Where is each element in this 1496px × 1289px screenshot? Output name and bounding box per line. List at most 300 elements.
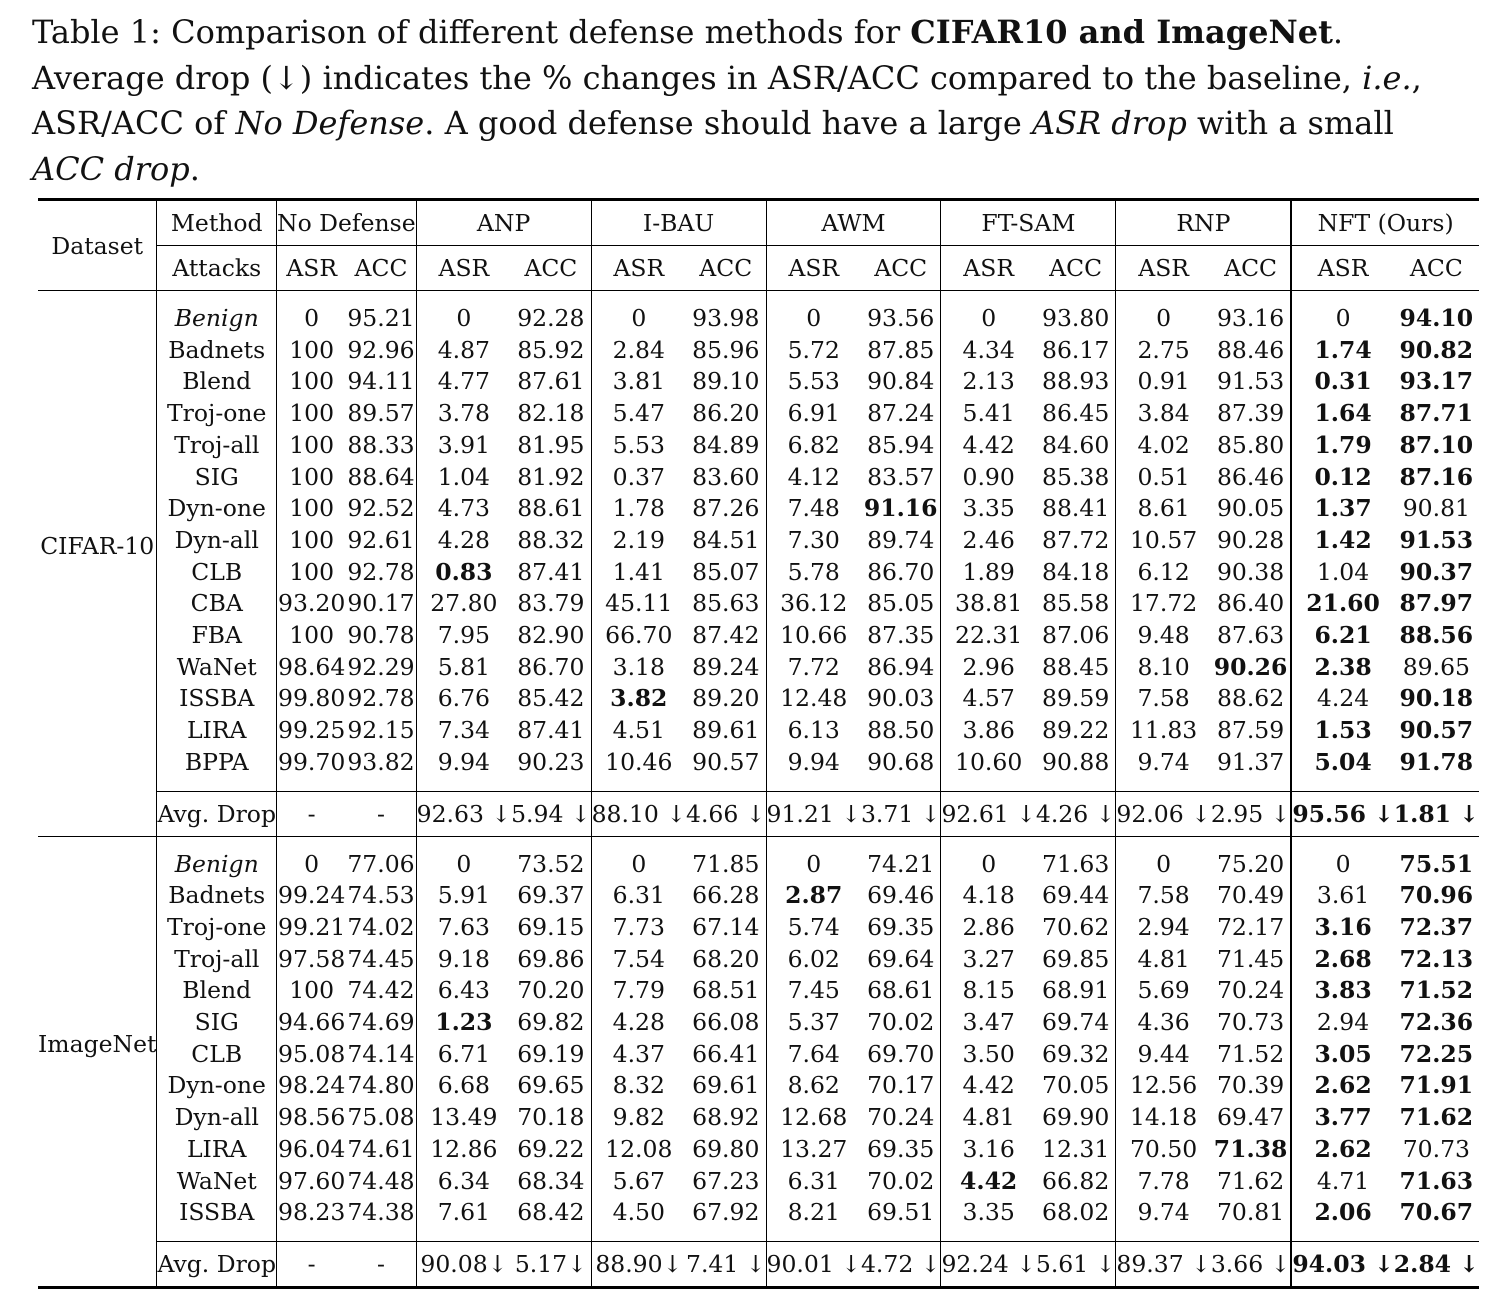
attack-name: Dyn-one <box>157 1070 277 1102</box>
value-cell: 88.61 <box>517 494 585 523</box>
value-cell: 3.86 <box>941 715 1036 747</box>
value-cell: 14.18 <box>1116 1102 1211 1134</box>
spacer <box>1394 291 1479 304</box>
value-cell: 0.51 <box>1116 462 1211 494</box>
value-cell: 72.25 <box>1399 1039 1474 1068</box>
spacer <box>346 291 416 304</box>
value-cell: 94.10 <box>1399 304 1474 332</box>
spacer <box>686 1229 766 1242</box>
value-cell: 3.35 <box>941 493 1036 525</box>
caption-bold: CIFAR10 and ImageNet <box>910 13 1333 51</box>
value-cell: 87.85 <box>867 335 935 364</box>
value-cell: 3.84 <box>1116 398 1211 430</box>
attack-name: Troj-one <box>157 912 277 944</box>
value-cell: 89.61 <box>692 716 760 745</box>
value-cell: 70.20 <box>517 976 585 1005</box>
spacer <box>1291 779 1393 792</box>
attack-name: Dyn-all <box>157 1102 277 1134</box>
avg-value: 5.61 ↓ <box>1036 1241 1116 1287</box>
spacer <box>1036 1229 1116 1242</box>
value-cell: 1.79 <box>1291 430 1393 462</box>
caption-accdrop: ACC drop <box>32 149 190 188</box>
value-cell: 88.50 <box>867 716 935 745</box>
value-cell: 7.48 <box>766 493 861 525</box>
value-cell: 71.52 <box>1216 1039 1285 1068</box>
value-cell: 4.37 <box>591 1039 686 1071</box>
value-cell: 1.41 <box>591 557 686 589</box>
avg-value: 89.37 ↓ <box>1116 1241 1211 1287</box>
value-cell: 74.61 <box>347 1134 415 1163</box>
spacer <box>157 291 277 304</box>
value-cell: 70.50 <box>1116 1134 1211 1166</box>
dataset-name: ImageNet <box>38 1030 157 1059</box>
spacer <box>861 1229 941 1242</box>
value-cell: 2.46 <box>941 525 1036 557</box>
value-cell: 88.41 <box>1042 494 1110 523</box>
value-cell: 88.64 <box>347 462 415 491</box>
table-row <box>38 557 1479 589</box>
value-cell: 72.17 <box>1216 912 1285 941</box>
value-cell: 87.10 <box>1399 430 1474 459</box>
value-cell: 6.13 <box>766 715 861 747</box>
value-cell: 72.36 <box>1399 1008 1474 1037</box>
value-cell: 90.81 <box>1402 494 1470 523</box>
value-cell: 70.62 <box>1042 912 1110 941</box>
caption-label: Table 1: <box>32 13 161 51</box>
value-cell: 5.78 <box>766 557 861 589</box>
value-cell: 87.41 <box>517 716 585 745</box>
value-cell: 98.56 <box>277 1102 347 1134</box>
value-cell: 93.82 <box>347 747 415 776</box>
value-cell: 38.81 <box>941 588 1036 620</box>
value-cell: 12.31 <box>1042 1134 1110 1163</box>
spacer <box>1036 779 1116 792</box>
attack-name: LIRA <box>157 715 277 747</box>
value-cell: 3.50 <box>941 1039 1036 1071</box>
spacer <box>277 836 347 849</box>
value-cell: 69.35 <box>867 912 935 941</box>
avg-value: 3.66 ↓ <box>1211 1241 1292 1287</box>
value-cell: 70.24 <box>867 1103 935 1132</box>
value-cell: 9.48 <box>1116 620 1211 652</box>
spacer <box>277 291 347 304</box>
header-acc: ACC <box>699 254 753 282</box>
value-cell: 69.70 <box>867 1039 935 1068</box>
value-cell: 70.02 <box>867 1008 935 1037</box>
attack-name: Blend <box>157 366 277 398</box>
value-cell: 99.25 <box>277 715 347 747</box>
value-cell: 2.86 <box>941 912 1036 944</box>
header-method-name: ANP <box>416 200 591 246</box>
value-cell: 4.28 <box>416 525 511 557</box>
value-cell: 3.78 <box>416 398 511 430</box>
attack-name: WaNet <box>157 652 277 684</box>
spacer <box>511 836 591 849</box>
avg-value: 95.56 ↓ <box>1291 791 1393 836</box>
comparison-table <box>38 198 1479 1289</box>
value-cell: 0.90 <box>941 462 1036 494</box>
value-cell: 5.72 <box>766 335 861 367</box>
value-cell: 0 <box>1116 303 1211 335</box>
value-cell: 8.32 <box>591 1070 686 1102</box>
value-cell: 3.18 <box>591 652 686 684</box>
value-cell: 93.17 <box>1399 367 1474 396</box>
value-cell: 4.02 <box>1116 430 1211 462</box>
value-cell: 3.05 <box>1291 1039 1393 1071</box>
value-cell: 91.53 <box>1216 367 1285 396</box>
value-cell: 6.91 <box>766 398 861 430</box>
value-cell: 69.61 <box>692 1071 760 1100</box>
table-row <box>38 975 1479 1007</box>
value-cell: 8.21 <box>766 1197 861 1229</box>
value-cell: 4.42 <box>941 1070 1036 1102</box>
avg-value: 92.61 ↓ <box>941 791 1036 836</box>
header-method-name: RNP <box>1116 200 1291 246</box>
avg-value: 3.71 ↓ <box>861 791 941 836</box>
value-cell: 5.81 <box>416 652 511 684</box>
value-cell: 87.42 <box>692 621 760 650</box>
spacer <box>861 291 941 304</box>
value-cell: 94.11 <box>347 367 415 396</box>
value-cell: 70.39 <box>1216 1071 1285 1100</box>
value-cell: 89.59 <box>1042 684 1110 713</box>
value-cell: 12.68 <box>766 1102 861 1134</box>
value-cell: 1.78 <box>591 493 686 525</box>
value-cell: 100 <box>277 975 347 1007</box>
value-cell: 88.62 <box>1216 684 1285 713</box>
caption-text: . Average drop (↓) indicates the % changes in ASR/ACC compared to the baseline, <box>32 13 1352 97</box>
value-cell: 96.04 <box>277 1134 347 1166</box>
value-cell: 100 <box>277 557 347 589</box>
value-cell: 7.54 <box>591 944 686 976</box>
value-cell: 45.11 <box>591 588 686 620</box>
value-cell: 91.37 <box>1216 747 1285 776</box>
attack-name: ISSBA <box>157 683 277 715</box>
value-cell: 92.96 <box>347 335 415 364</box>
value-cell: 0.12 <box>1291 462 1393 494</box>
value-cell: 86.40 <box>1216 589 1285 618</box>
value-cell: 70.02 <box>867 1166 935 1195</box>
value-cell: 84.60 <box>1042 430 1110 459</box>
value-cell: 67.23 <box>692 1166 760 1195</box>
value-cell: 69.74 <box>1042 1008 1110 1037</box>
value-cell: 90.57 <box>1399 716 1474 745</box>
value-cell: 92.15 <box>347 716 415 745</box>
avg-value: 2.95 ↓ <box>1211 791 1292 836</box>
table-row <box>38 620 1479 652</box>
value-cell: 87.63 <box>1216 621 1285 650</box>
value-cell: 5.91 <box>416 880 511 912</box>
value-cell: 69.44 <box>1042 881 1110 910</box>
value-cell: 71.45 <box>1216 944 1285 973</box>
spacer <box>1036 291 1116 304</box>
value-cell: 0 <box>766 849 861 881</box>
value-cell: 99.70 <box>277 747 347 779</box>
spacer <box>766 291 861 304</box>
value-cell: 4.81 <box>1116 944 1211 976</box>
value-cell: 3.35 <box>941 1197 1036 1229</box>
table-row <box>38 493 1479 525</box>
spacer <box>38 1241 157 1287</box>
value-cell: 9.94 <box>766 747 861 779</box>
value-cell: 88.32 <box>517 525 585 554</box>
value-cell: 71.38 <box>1213 1134 1288 1163</box>
spacer <box>511 291 591 304</box>
table-row <box>38 652 1479 684</box>
attack-name: WaNet <box>157 1166 277 1198</box>
value-cell: 7.95 <box>416 620 511 652</box>
value-cell: 97.60 <box>277 1166 347 1198</box>
value-cell: 5.41 <box>941 398 1036 430</box>
value-cell: 85.92 <box>517 335 585 364</box>
spacer <box>591 291 686 304</box>
avg-value: 88.90↓ <box>591 1241 686 1287</box>
header-asr: ASR <box>591 246 686 291</box>
spacer <box>1211 836 1292 849</box>
value-cell: 69.86 <box>517 944 585 973</box>
value-cell: 69.35 <box>867 1134 935 1163</box>
value-cell: 69.32 <box>1042 1039 1110 1068</box>
value-cell: 66.08 <box>692 1008 760 1037</box>
value-cell: 36.12 <box>766 588 861 620</box>
spacer <box>1116 1229 1211 1242</box>
section-separator <box>38 836 1479 849</box>
value-cell: 83.79 <box>517 589 585 618</box>
spacer <box>416 836 511 849</box>
avg-value: 5.17↓ <box>511 1241 591 1287</box>
value-cell: 69.22 <box>517 1134 585 1163</box>
attack-name: CLB <box>157 557 277 589</box>
value-cell: 93.16 <box>1216 304 1285 332</box>
value-cell: 88.45 <box>1042 652 1110 681</box>
value-cell: 69.46 <box>867 881 935 910</box>
spacer <box>1036 836 1116 849</box>
value-cell: 92.61 <box>347 525 415 554</box>
value-cell: 7.34 <box>416 715 511 747</box>
value-cell: 2.87 <box>766 880 861 912</box>
spacer <box>346 779 416 792</box>
value-cell: 2.96 <box>941 652 1036 684</box>
value-cell: 7.61 <box>416 1197 511 1229</box>
value-cell: 68.20 <box>692 944 760 973</box>
value-cell: 21.60 <box>1291 588 1393 620</box>
value-cell: 86.70 <box>867 557 935 586</box>
value-cell: 95.08 <box>277 1039 347 1071</box>
value-cell: 3.61 <box>1291 880 1393 912</box>
attack-name: CBA <box>157 588 277 620</box>
table-row <box>38 1134 1479 1166</box>
value-cell: 92.52 <box>347 494 415 523</box>
value-cell: 2.62 <box>1291 1134 1393 1166</box>
spacer <box>416 291 511 304</box>
value-cell: 70.17 <box>867 1071 935 1100</box>
value-cell: 72.13 <box>1399 944 1474 973</box>
value-cell: 7.78 <box>1116 1166 1211 1198</box>
value-cell: 2.94 <box>1291 1007 1393 1039</box>
value-cell: 93.80 <box>1042 304 1110 332</box>
value-cell: 5.53 <box>591 430 686 462</box>
value-cell: 0 <box>1291 303 1393 335</box>
spacer <box>157 779 277 792</box>
value-cell: 4.42 <box>941 430 1036 462</box>
value-cell: 71.85 <box>692 849 760 878</box>
value-cell: 0 <box>1116 849 1211 881</box>
value-cell: 87.59 <box>1216 716 1285 745</box>
value-cell: 70.73 <box>1216 1008 1285 1037</box>
value-cell: 6.02 <box>766 944 861 976</box>
value-cell: 10.46 <box>591 747 686 779</box>
avg-label: Avg. Drop <box>157 1241 277 1287</box>
value-cell: 100 <box>277 493 347 525</box>
value-cell: 87.71 <box>1399 399 1474 428</box>
value-cell: 90.37 <box>1399 557 1474 586</box>
avg-value: 92.24 ↓ <box>941 1241 1036 1287</box>
value-cell: 74.53 <box>347 881 415 910</box>
attack-name: BPPA <box>157 747 277 779</box>
value-cell: 87.61 <box>517 367 585 396</box>
avg-value: - <box>346 791 416 836</box>
avg-value: 92.63 ↓ <box>416 791 511 836</box>
value-cell: 4.71 <box>1291 1166 1393 1198</box>
value-cell: 92.29 <box>347 652 415 681</box>
table-row <box>38 715 1479 747</box>
header-acc: ACC <box>1224 254 1278 282</box>
value-cell: 69.37 <box>517 881 585 910</box>
value-cell: 10.66 <box>766 620 861 652</box>
value-cell: 0.83 <box>416 557 511 589</box>
spacer <box>591 1229 686 1242</box>
dataset-name: CIFAR-10 <box>40 532 155 561</box>
value-cell: 1.37 <box>1291 493 1393 525</box>
value-cell: 89.57 <box>347 399 415 428</box>
value-cell: 85.58 <box>1042 589 1110 618</box>
value-cell: 74.48 <box>347 1166 415 1195</box>
value-cell: 93.20 <box>277 588 347 620</box>
value-cell: 95.21 <box>347 304 415 332</box>
value-cell: 6.71 <box>416 1039 511 1071</box>
header-asr: ASR <box>1116 246 1211 291</box>
value-cell: 0 <box>766 303 861 335</box>
attack-name: Benign <box>157 849 277 881</box>
section-gap <box>38 779 1479 792</box>
value-cell: 17.72 <box>1116 588 1211 620</box>
value-cell: 85.38 <box>1042 462 1110 491</box>
value-cell: 11.83 <box>1116 715 1211 747</box>
value-cell: 93.56 <box>867 304 935 332</box>
value-cell: 69.65 <box>517 1071 585 1100</box>
value-cell: 72.37 <box>1399 912 1474 941</box>
value-cell: 91.53 <box>1399 525 1474 554</box>
value-cell: 6.31 <box>766 1166 861 1198</box>
value-cell: 70.05 <box>1042 1071 1110 1100</box>
header-method-name: No Defense <box>277 200 417 246</box>
value-cell: 22.31 <box>941 620 1036 652</box>
header-row <box>38 246 1479 291</box>
value-cell: 7.72 <box>766 652 861 684</box>
section-gap <box>38 1229 1479 1242</box>
value-cell: 87.16 <box>1399 462 1474 491</box>
value-cell: 67.92 <box>692 1198 760 1227</box>
value-cell: 0 <box>416 303 511 335</box>
value-cell: 4.12 <box>766 462 861 494</box>
value-cell: 6.68 <box>416 1070 511 1102</box>
value-cell: 87.39 <box>1216 399 1285 428</box>
spacer <box>277 779 347 792</box>
value-cell: 7.64 <box>766 1039 861 1071</box>
value-cell: 85.63 <box>692 589 760 618</box>
value-cell: 12.56 <box>1116 1070 1211 1102</box>
value-cell: 27.80 <box>416 588 511 620</box>
table-row <box>38 430 1479 462</box>
value-cell: 92.78 <box>347 684 415 713</box>
value-cell: 0.91 <box>1116 366 1211 398</box>
value-cell: 86.45 <box>1042 399 1110 428</box>
value-cell: 98.64 <box>277 652 347 684</box>
value-cell: 71.52 <box>1399 976 1474 1005</box>
spacer <box>1394 1229 1479 1242</box>
avg-value: - <box>277 1241 347 1287</box>
value-cell: 3.81 <box>591 366 686 398</box>
spacer <box>416 779 511 792</box>
value-cell: 88.93 <box>1042 367 1110 396</box>
value-cell: 89.22 <box>1042 716 1110 745</box>
value-cell: 4.42 <box>941 1166 1036 1198</box>
header-acc: ACC <box>354 254 408 282</box>
value-cell: 81.95 <box>517 430 585 459</box>
value-cell: 1.04 <box>1291 557 1393 589</box>
value-cell: 84.89 <box>692 430 760 459</box>
value-cell: 2.38 <box>1291 652 1393 684</box>
header-row <box>38 200 1479 246</box>
header-asr: ASR <box>277 246 347 291</box>
value-cell: 99.80 <box>277 683 347 715</box>
value-cell: 4.28 <box>591 1007 686 1039</box>
value-cell: 4.57 <box>941 683 1036 715</box>
value-cell: 1.23 <box>416 1007 511 1039</box>
value-cell: 4.50 <box>591 1197 686 1229</box>
value-cell: 66.70 <box>591 620 686 652</box>
value-cell: 67.14 <box>692 912 760 941</box>
table-row <box>38 912 1479 944</box>
value-cell: 7.73 <box>591 912 686 944</box>
attack-name: Blend <box>157 975 277 1007</box>
value-cell: 2.06 <box>1291 1197 1393 1229</box>
value-cell: 0 <box>941 303 1036 335</box>
value-cell: 90.18 <box>1399 684 1474 713</box>
value-cell: 66.28 <box>692 881 760 910</box>
avg-value: 90.08↓ <box>416 1241 511 1287</box>
value-cell: 87.41 <box>517 557 585 586</box>
header-dataset: Dataset <box>38 200 157 291</box>
caption-nodef: No Defense <box>235 104 425 142</box>
table-row <box>38 366 1479 398</box>
value-cell: 68.02 <box>1042 1198 1110 1227</box>
avg-value: 2.84 ↓ <box>1394 1241 1479 1287</box>
avg-value: 4.26 ↓ <box>1036 791 1116 836</box>
value-cell: 66.82 <box>1042 1166 1110 1195</box>
caption-text: . A good defense should have a large <box>424 104 1022 142</box>
header-method-name: FT-SAM <box>941 200 1116 246</box>
spacer <box>686 291 766 304</box>
value-cell: 84.18 <box>1042 557 1110 586</box>
value-cell: 68.42 <box>517 1198 585 1227</box>
value-cell: 100 <box>277 335 347 367</box>
header-method-name: AWM <box>766 200 941 246</box>
value-cell: 87.97 <box>1399 589 1474 618</box>
caption-asrdrop: ASR drop <box>1031 104 1187 142</box>
value-cell: 0 <box>416 849 511 881</box>
avg-value: 7.41 ↓ <box>686 1241 766 1287</box>
